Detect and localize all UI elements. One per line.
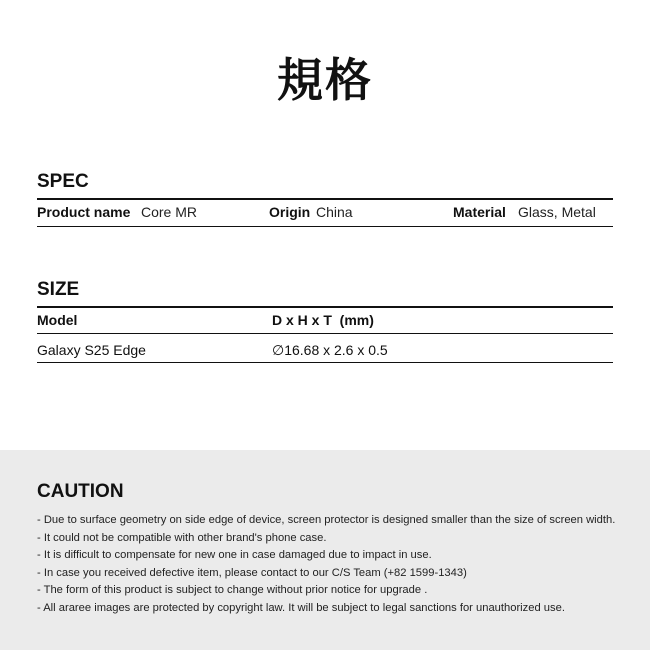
size-bottom-rule — [37, 362, 613, 363]
caution-heading: CAUTION — [37, 481, 124, 502]
caution-item: - Due to surface geometry on side edge of device, screen protector is designed smaller than the size of screen width. — [37, 514, 616, 526]
material-label: Material — [453, 204, 506, 220]
caution-item: - In case you received defective item, please contact to our C/S Team (+82 1599-1343) — [37, 566, 467, 579]
size-heading: SIZE — [37, 279, 80, 300]
column-header-model: Model — [37, 312, 78, 328]
origin-label: Origin — [269, 204, 311, 220]
material-value: Glass, Metal — [518, 204, 596, 220]
product-name-label: Product name — [37, 204, 131, 220]
size-header-rule — [37, 333, 613, 334]
origin-value: China — [316, 204, 353, 220]
page-title: 規格 — [277, 53, 373, 107]
caution-item: - All araree images are protected by copyright law. It will be subject to legal sanctions for unauthorized use. — [37, 601, 565, 614]
spec-bottom-rule — [37, 226, 613, 227]
caution-item: - It is difficult to compensate for new one in case damaged due to impact in use. — [37, 549, 432, 562]
dimensions-cell: ∅16.68 x 2.6 x 0.5 — [272, 342, 388, 358]
caution-item: - It could not be compatible with other brand's phone case. — [37, 531, 327, 544]
model-cell: Galaxy S25 Edge — [37, 342, 146, 358]
size-top-rule — [37, 306, 613, 308]
spec-heading: SPEC — [37, 171, 89, 192]
caution-item: - The form of this product is subject to change without prior notice for upgrade . — [37, 584, 428, 597]
spec-top-rule — [37, 198, 613, 200]
product-name-value: Core MR — [141, 204, 198, 220]
column-header-dimensions: D x H x T (mm) — [272, 312, 374, 328]
caution-list — [37, 512, 637, 618]
